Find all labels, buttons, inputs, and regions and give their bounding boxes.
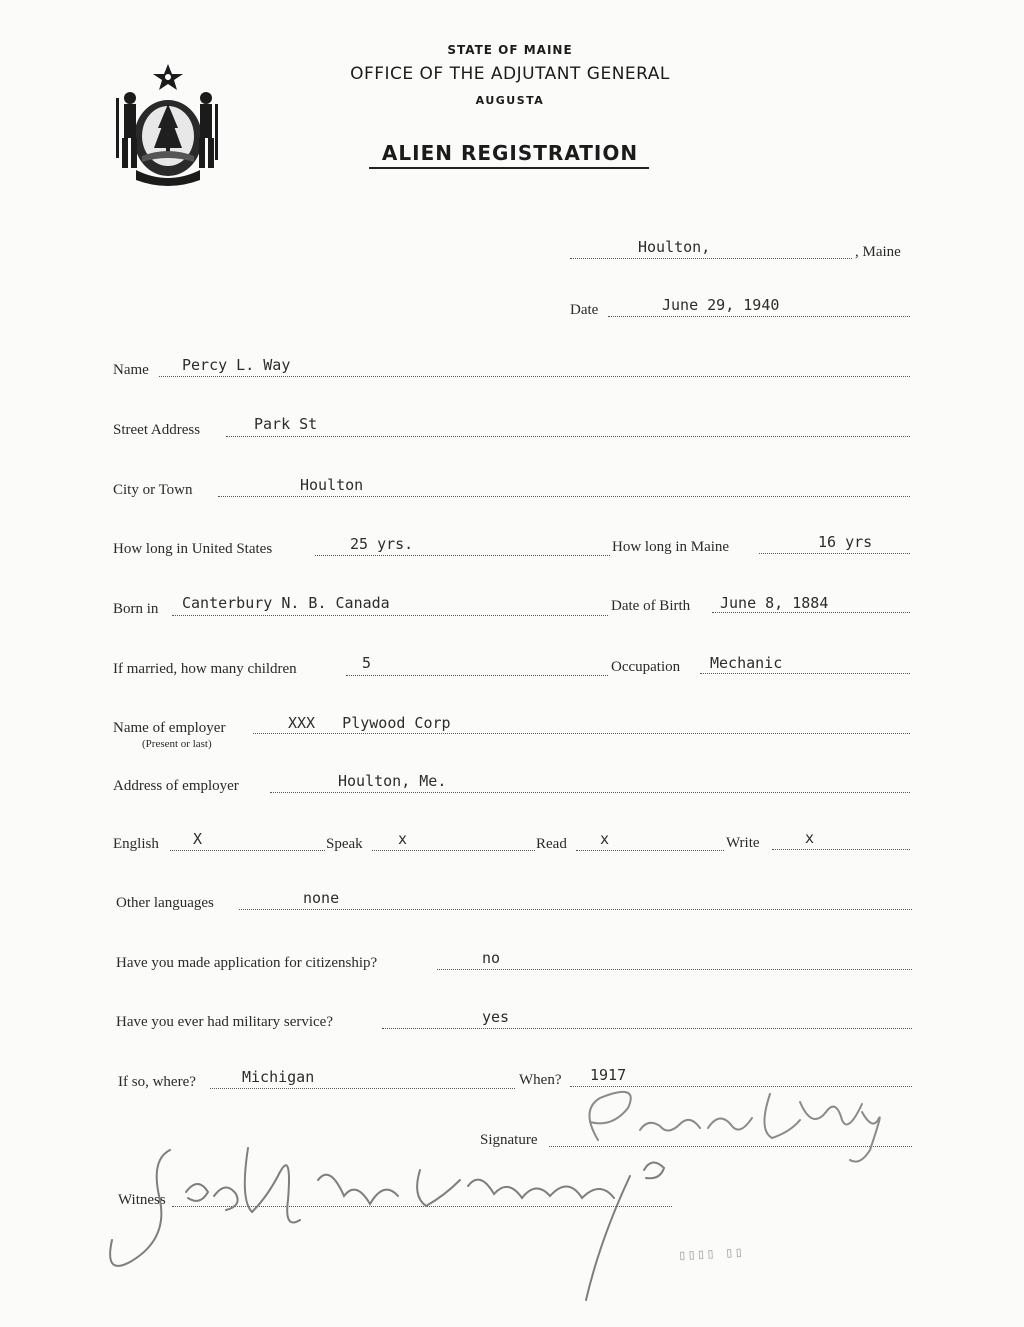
where-line	[210, 1088, 515, 1089]
dob-value: June 8, 1884	[720, 594, 829, 612]
children-line	[346, 675, 608, 676]
dob-line	[712, 612, 910, 613]
title-underline	[369, 167, 649, 169]
employer-address-value: Houlton, Me.	[338, 772, 447, 790]
header-state: STATE OF MAINE	[447, 43, 573, 57]
born-label: Born in	[113, 601, 159, 617]
occupation-value: Mechanic	[710, 654, 783, 672]
employer-address-line	[270, 792, 910, 793]
place-suffix: , Maine	[855, 244, 901, 260]
street-value: Park St	[254, 415, 318, 433]
where-label: If so, where?	[118, 1074, 196, 1090]
employer-sublabel: (Present or last)	[142, 738, 212, 750]
english-value: X	[193, 830, 203, 848]
speak-value: x	[398, 830, 408, 848]
children-value: 5	[362, 654, 372, 672]
place-value: Houlton,	[638, 238, 711, 256]
form-title: ALIEN REGISTRATION	[381, 141, 639, 165]
date-line	[608, 316, 910, 317]
speak-line	[372, 850, 535, 851]
read-value: x	[600, 830, 610, 848]
dob-label: Date of Birth	[611, 598, 691, 614]
witness-label: Witness	[118, 1192, 166, 1208]
born-line	[172, 615, 608, 616]
read-label: Read	[536, 836, 567, 852]
write-label: Write	[726, 835, 760, 851]
header-office: OFFICE OF THE ADJUTANT GENERAL	[350, 64, 670, 84]
date-value: June 29, 1940	[662, 296, 780, 314]
when-line	[570, 1086, 912, 1087]
maine-years-value: 16 yrs	[818, 533, 873, 551]
city-label: City or Town	[113, 482, 193, 498]
maine-years-label: How long in Maine	[612, 539, 730, 555]
us-years-label: How long in United States	[113, 541, 273, 557]
employer-address-label: Address of employer	[113, 778, 239, 794]
military-value: yes	[482, 1008, 510, 1026]
name-line	[159, 376, 910, 377]
when-label: When?	[519, 1072, 562, 1088]
where-value: Michigan	[242, 1068, 315, 1086]
witness-signature-drawing	[110, 1148, 664, 1300]
faded-stamp: ▯▯▯▯ ▯▯	[677, 1245, 745, 1265]
us-years-value: 25 yrs.	[350, 535, 414, 553]
english-line	[170, 850, 325, 851]
speak-label: Speak	[326, 836, 363, 852]
occupation-line	[700, 673, 910, 674]
employer-label: Name of employer	[113, 720, 226, 736]
signature-label: Signature	[480, 1132, 538, 1148]
header-city: AUGUSTA	[475, 94, 545, 107]
signature-line	[549, 1146, 912, 1147]
when-value: 1917	[590, 1066, 627, 1084]
write-value: x	[805, 829, 815, 847]
military-line	[382, 1028, 912, 1029]
city-value: Houlton	[300, 476, 364, 494]
us-years-line	[315, 555, 610, 556]
citizenship-line	[437, 969, 912, 970]
employer-value: XXX Plywood Corp	[288, 714, 451, 732]
children-label: If married, how many children	[113, 661, 297, 677]
name-label: Name	[113, 362, 149, 378]
english-label: English	[113, 836, 159, 852]
occupation-label: Occupation	[611, 659, 681, 675]
place-line	[570, 258, 852, 259]
witness-line	[172, 1206, 672, 1207]
read-line	[576, 850, 724, 851]
street-label: Street Address	[113, 422, 201, 438]
state-seal-icon	[112, 58, 224, 188]
citizenship-label: Have you made application for citizenship?	[116, 955, 378, 971]
street-line	[226, 436, 910, 437]
maine-years-line	[759, 553, 910, 554]
other-languages-line	[239, 909, 912, 910]
write-line	[772, 849, 910, 850]
city-line	[218, 496, 910, 497]
other-languages-label: Other languages	[116, 895, 214, 911]
citizenship-value: no	[482, 949, 501, 967]
date-label: Date	[570, 302, 599, 318]
born-value: Canterbury N. B. Canada	[182, 594, 390, 612]
military-label: Have you ever had military service?	[116, 1014, 333, 1030]
name-value: Percy L. Way	[182, 356, 291, 374]
other-languages-value: none	[303, 889, 340, 907]
employer-line	[253, 733, 910, 734]
percy-signature-drawing	[589, 1092, 879, 1162]
